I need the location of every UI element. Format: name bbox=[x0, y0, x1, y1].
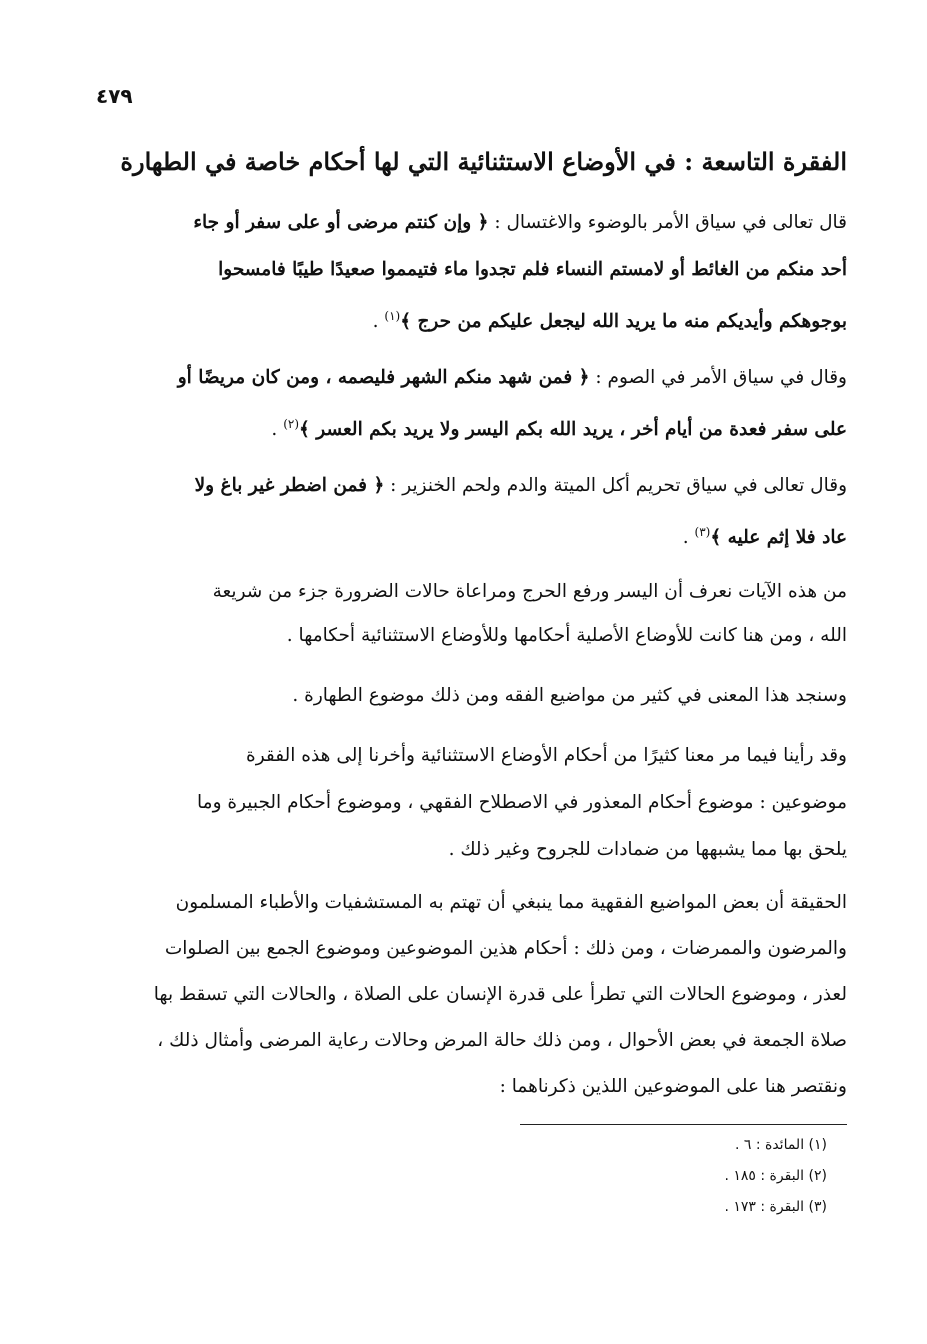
text-line bbox=[98, 401, 847, 453]
section-heading: الفقرة التاسعة : في الأوضاع الاستثنائية التي لها أحكام خاصة في الطهارة bbox=[120, 147, 847, 176]
paragraph-fasting-verse bbox=[98, 354, 847, 453]
text-run: . bbox=[372, 311, 385, 333]
quran-verse-text: ﴿ وإن كنتم مرضى أو على سفر أو جاء bbox=[193, 212, 489, 233]
footnote-divider bbox=[520, 1124, 847, 1125]
text-run: وقال في سياق الأمر في الصوم : bbox=[589, 367, 847, 388]
text-line: صلاة الجمعة في بعض الأحوال ، ومن ذلك حالة المرض وحالات رعاية المرضى وأمثال ذلك ، bbox=[157, 1030, 847, 1051]
paragraph-topics bbox=[98, 732, 847, 873]
paragraph-conclusion bbox=[98, 570, 847, 658]
text-line: ونقتصر هنا على الموضوعين اللذين ذكرناهما : bbox=[499, 1076, 847, 1097]
text-run: قال تعالى في سياق الأمر بالوضوء والاغتسال : bbox=[488, 212, 847, 233]
text-line: الحقيقة أن بعض المواضيع الفقهية مما ينبغي أن تهتم به المستشفيات والأطباء المسلمون bbox=[175, 892, 847, 913]
footnote-ref: (٣) bbox=[694, 525, 711, 539]
quran-verse-text: عاد فلا إثم عليه ﴾ bbox=[710, 527, 847, 549]
paragraph-wudu-verse bbox=[98, 199, 847, 345]
text-line: وقد رأينا فيما مر معنا كثيرًا من أحكام الأوضاع الاستثنائية وأخرنا إلى هذه الفقرة bbox=[246, 745, 847, 766]
page-number: ٤٧٩ bbox=[96, 84, 133, 108]
quran-verse-text: بوجوهكم وأيديكم منه ما يريد الله ليجعل عليكم من حرج ﴾ bbox=[400, 311, 847, 333]
paragraph-necessity-verse bbox=[98, 462, 847, 561]
paragraph-hospitals bbox=[98, 880, 847, 1110]
quran-verse-text: ﴿ فمن شهد منكم الشهر فليصمه ، ومن كان مريضًا أو bbox=[177, 367, 590, 388]
footnote-1: (١) المائدة : ٦ . bbox=[734, 1137, 827, 1153]
text-line: والمرضون والممرضات ، ومن ذلك : أحكام هذين الموضوعين وموضوع الجمع بين الصلوات bbox=[164, 938, 847, 959]
footnote-ref: (٢) bbox=[283, 417, 300, 431]
paragraph-meaning bbox=[98, 674, 847, 718]
text-line bbox=[98, 199, 847, 246]
text-line: وسنجد هذا المعنى في كثير من مواضيع الفقه ومن ذلك موضوع الطهارة . bbox=[292, 685, 847, 706]
text-run: وقال تعالى في سياق تحريم أكل الميتة والدم ولحم الخنزير : bbox=[384, 475, 847, 496]
text-line: موضوعين : موضوع أحكام المعذور في الاصطلاح الفقهي ، وموضوع أحكام الجبيرة وما bbox=[197, 792, 847, 813]
text-line: لعذر ، وموضوع الحالات التي تطرأ على قدرة الإنسان على الصلاة ، والحالات التي تسقط بها bbox=[153, 984, 847, 1005]
text-run: . bbox=[271, 419, 284, 441]
quran-verse-text: ﴿ فمن اضطر غير باغ ولا bbox=[194, 475, 385, 496]
quran-verse-text: على سفر فعدة من أيام أخر ، يريد الله بكم اليسر ولا يريد بكم العسر ﴾ bbox=[299, 419, 847, 441]
quran-verse-text: أحد منكم من الغائط أو لامستم النساء فلم تجدوا ماء فتيمموا صعيدًا طيبًا فامسحوا bbox=[218, 259, 847, 280]
footnote-2: (٢) البقرة : ١٨٥ . bbox=[724, 1168, 827, 1184]
text-line bbox=[98, 293, 847, 345]
text-line bbox=[98, 354, 847, 401]
text-line: يلحق بها مما يشبهها من ضمادات للجروح وغير ذلك . bbox=[448, 839, 847, 860]
text-line: الله ، ومن هنا كانت للأوضاع الأصلية أحكامها وللأوضاع الاستثنائية أحكامها . bbox=[286, 625, 847, 646]
text-run: . bbox=[682, 527, 695, 549]
footnote-ref: (١) bbox=[384, 309, 401, 323]
text-line: من هذه الآيات نعرف أن اليسر ورفع الحرج ومراعاة حالات الضرورة جزء من شريعة bbox=[212, 581, 847, 602]
text-line bbox=[98, 509, 847, 561]
footnote-3: (٣) البقرة : ١٧٣ . bbox=[724, 1199, 827, 1215]
text-line bbox=[98, 462, 847, 509]
